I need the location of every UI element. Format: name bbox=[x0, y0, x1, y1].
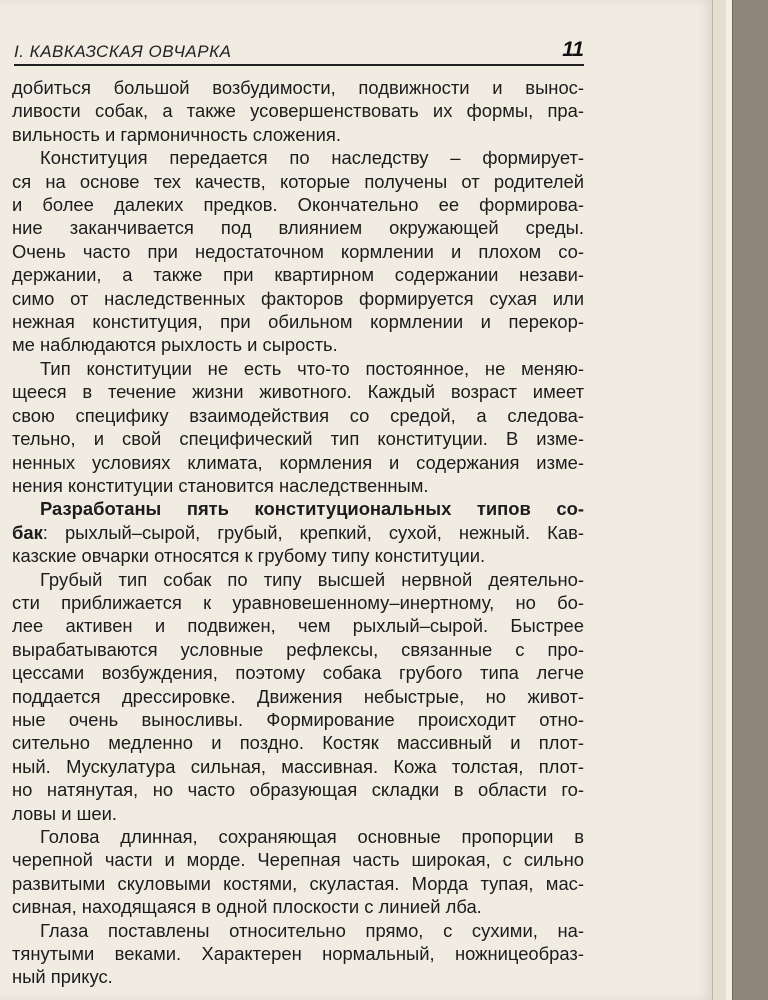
text-line: щееся в течение жизни животного. Каждый возраст имеет bbox=[12, 381, 584, 403]
text-line: Конституция передается по наследству – формирует- bbox=[40, 147, 584, 169]
page-number: 11 bbox=[562, 38, 584, 61]
text-line: поддается дрессировке. Движения небыстрые, но живот- bbox=[12, 685, 584, 707]
text-line: ливости собак, а также усовершенствовать их формы, пра- bbox=[12, 100, 584, 122]
text-line: но натянутая, но часто образующая складки в области го- bbox=[12, 779, 584, 801]
paragraph-5 bbox=[12, 568, 584, 825]
text-line: Очень часто при недостаточном кормлении и плохом со- bbox=[12, 240, 584, 262]
text-line: развитыми скуловыми костями, скуластая. Морда тупая, мас- bbox=[12, 872, 584, 894]
header-rule bbox=[14, 64, 584, 66]
text-line: ловы и шеи. bbox=[12, 802, 118, 824]
text-line: держании, а также при квартирном содержании незави- bbox=[12, 264, 584, 286]
text-line: свою специфику взаимодействия со средой, а следова- bbox=[12, 404, 584, 426]
bold-lead-text: Разработаны пять конституциональных типов со- bbox=[40, 498, 584, 520]
text-line: нения конституции становится наследственным. bbox=[12, 474, 429, 496]
text-line: Грубый тип собак по типу высшей нервной деятельно- bbox=[40, 568, 584, 590]
text-line: ные очень выносливы. Формирование происходит отно- bbox=[12, 708, 584, 730]
text-line: Голова длинная, сохраняющая основные пропорции в bbox=[40, 826, 584, 847]
text-line: казские овчарки относятся к грубому типу конституции. bbox=[12, 545, 486, 567]
next-page-edge bbox=[726, 0, 733, 1000]
text-line bbox=[12, 497, 584, 520]
paragraph-1 bbox=[12, 76, 584, 146]
body-text bbox=[12, 76, 584, 989]
text-line: Тип конституции не есть что-то постоянное, не меняю- bbox=[40, 357, 584, 379]
text-line: тельно, и свой специфический тип конституции. В изме- bbox=[12, 428, 584, 450]
text-fragment: : рыхлый–сырой, грубый, крепкий, сухой, нежный. Кав- bbox=[42, 521, 584, 543]
text-line: черепной части и морде. Черепная часть широкая, с сильно bbox=[12, 849, 584, 871]
text-line: лее активен и подвижен, чем рыхлый–сырой. Быстрее bbox=[12, 615, 584, 637]
text-line: ся на основе тех качеств, которые получены от родителей bbox=[12, 170, 584, 192]
bold-lead-text-2: бак bbox=[12, 521, 43, 543]
text-line: симо от наследственных факторов формируется сухая или bbox=[12, 287, 584, 309]
text-line: сительно медленно и поздно. Костяк массивный и плот- bbox=[12, 732, 584, 754]
paragraph-7 bbox=[12, 919, 584, 989]
text-line: сивная, находящаяся в одной плоскости с линией лба. bbox=[12, 896, 482, 918]
text-line: ненных условиях климата, кормления и содержания изме- bbox=[12, 451, 584, 473]
text-line: ный. Мускулатура сильная, массивная. Кожа толстая, плот- bbox=[12, 755, 584, 777]
running-header bbox=[14, 36, 584, 62]
text-line: сти приближается к уравновешенному–инертному, но бо- bbox=[12, 591, 584, 613]
text-line: цессами возбуждения, поэтому собака грубого типа легче bbox=[12, 662, 584, 684]
text-line: вильность и гармоничность сложения. bbox=[12, 123, 341, 145]
text-line: тянутыми веками. Характерен нормальный, ножницеобраз- bbox=[12, 943, 584, 965]
text-line: вырабатываются условные рефлексы, связанные с про- bbox=[12, 638, 584, 660]
paragraph-2 bbox=[12, 146, 584, 357]
text-line: Глаза поставлены относительно прямо, с сухими, на- bbox=[40, 919, 584, 941]
text-line: добиться большой возбудимости, подвижности и вынос- bbox=[12, 77, 584, 98]
page-edge bbox=[712, 0, 727, 1000]
paragraph-6 bbox=[12, 825, 584, 919]
text-line: ние заканчивается под влиянием окружающей среды. bbox=[12, 217, 584, 239]
paragraph-4 bbox=[12, 497, 584, 567]
text-line: ме наблюдаются рыхлость и сырость. bbox=[12, 334, 338, 356]
text-line bbox=[12, 521, 584, 544]
chapter-title: I. КАВКАЗСКАЯ ОВЧАРКА bbox=[14, 42, 232, 61]
text-line: ный прикус. bbox=[12, 966, 113, 988]
paragraph-3 bbox=[12, 357, 584, 497]
text-line: и более далеких предков. Окончательно ее формирова- bbox=[12, 194, 584, 216]
text-line: нежная конституция, при обильном кормлении и перекор- bbox=[12, 311, 584, 333]
